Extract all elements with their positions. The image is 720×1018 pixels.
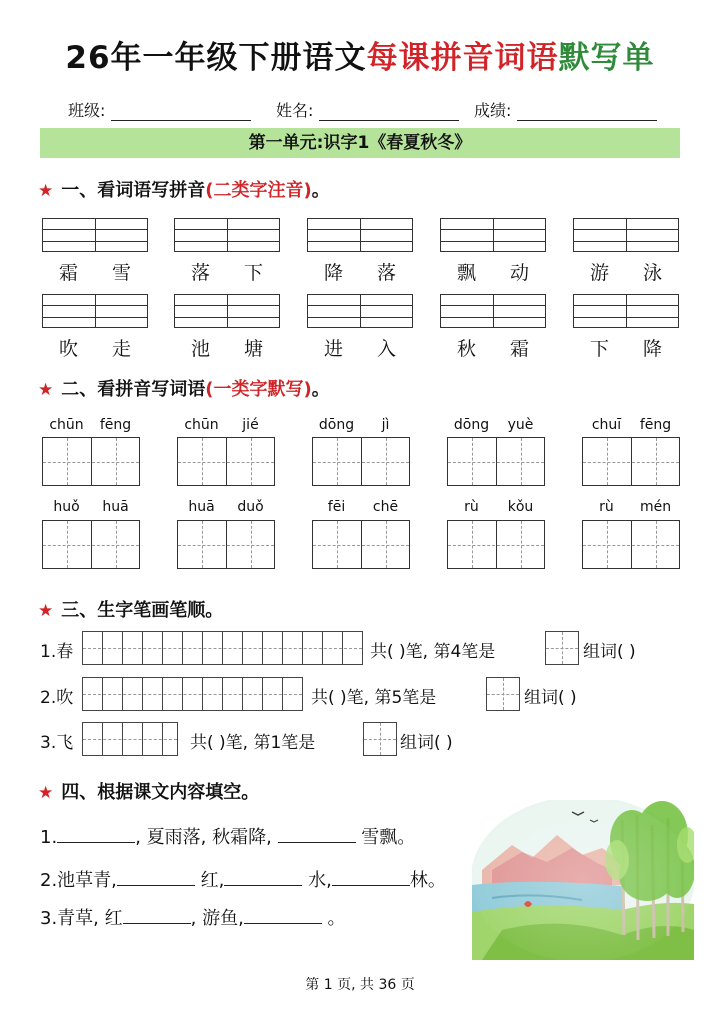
section4-title: 四、根据课文内容填空。 — [61, 782, 260, 803]
word-characters — [440, 334, 546, 360]
pinyin-syllable: mén — [639, 499, 672, 515]
pinyin-syllable: chūn — [184, 417, 219, 433]
pinyin-syllable: fēng — [99, 417, 132, 433]
name-label: 姓名: — [276, 101, 314, 120]
stroke-item-label: 3.飞 — [40, 733, 74, 753]
stroke-answer-box[interactable] — [363, 722, 397, 756]
pinyin-writing-box[interactable] — [573, 218, 679, 252]
word-characters — [42, 258, 148, 284]
word-character: 下 — [243, 262, 263, 284]
spring-scene-illustration — [472, 800, 694, 960]
section2-title: 二、看拼音写词语 — [61, 379, 206, 400]
pinyin-syllable: rù — [599, 499, 614, 515]
stroke-answer-box[interactable] — [545, 631, 579, 665]
fill-text: 水, — [308, 870, 332, 891]
title-red: 每课拼音词语 — [366, 40, 559, 76]
pinyin-label — [42, 499, 140, 519]
section4-heading — [38, 778, 259, 804]
character-writing-grid[interactable] — [582, 520, 680, 569]
pinyin-syllable: duǒ — [237, 499, 264, 515]
word-character: 飘 — [456, 262, 476, 284]
fill-text: 1. — [40, 827, 58, 848]
fill-blank[interactable] — [244, 907, 322, 924]
word-character: 塘 — [243, 338, 263, 360]
stroke-item-label: 1.春 — [40, 642, 74, 662]
word-character: 游 — [589, 262, 609, 284]
character-writing-grid[interactable] — [42, 437, 140, 486]
title-green: 默写单 — [558, 40, 655, 76]
pinyin-label — [177, 499, 275, 519]
page-title — [0, 32, 720, 77]
word-text: 组词( ) — [400, 733, 453, 753]
stroke-order-grid[interactable] — [82, 677, 303, 711]
word-character: 进 — [323, 338, 343, 360]
score-blank[interactable] — [517, 102, 657, 121]
score-field[interactable] — [474, 98, 657, 121]
stroke-count-text: 共( )笔, 第1笔是 — [190, 733, 316, 753]
fill-line-3 — [40, 904, 346, 930]
star-icon: ★ — [38, 783, 54, 803]
fill-line-1 — [40, 823, 415, 849]
word-characters — [573, 334, 679, 360]
fill-blank[interactable] — [278, 826, 356, 843]
pinyin-writing-box[interactable] — [42, 294, 148, 328]
fill-text: 林。 — [409, 870, 446, 891]
section2-heading — [38, 375, 330, 401]
page-footer: 第 1 页, 共 36 页 — [305, 977, 415, 993]
pinyin-label — [582, 417, 680, 437]
word-character: 降 — [323, 262, 343, 284]
pinyin-syllable: huā — [102, 499, 129, 515]
word-characters — [307, 258, 413, 284]
word-character: 动 — [509, 262, 529, 284]
character-writing-grid[interactable] — [42, 520, 140, 569]
fill-line-2 — [40, 866, 446, 892]
score-label: 成绩: — [474, 101, 512, 120]
word-character: 霜 — [58, 262, 78, 284]
section1-note: (二类字注音) — [205, 180, 312, 201]
pinyin-syllable: fēi — [327, 499, 346, 515]
pinyin-writing-box[interactable] — [307, 294, 413, 328]
pinyin-writing-box[interactable] — [42, 218, 148, 252]
pinyin-writing-box[interactable] — [174, 294, 280, 328]
character-writing-grid[interactable] — [312, 437, 410, 486]
character-writing-grid[interactable] — [177, 437, 275, 486]
word-character: 落 — [376, 262, 396, 284]
pinyin-writing-box[interactable] — [440, 218, 546, 252]
character-writing-grid[interactable] — [177, 520, 275, 569]
class-field[interactable] — [68, 98, 251, 121]
pinyin-syllable: huǒ — [53, 499, 80, 515]
unit-title-bar: 第一单元:识字1《春夏秋冬》 — [40, 128, 680, 158]
pinyin-writing-box[interactable] — [573, 294, 679, 328]
stroke-count-text: 共( )笔, 第5笔是 — [311, 688, 437, 708]
word-character: 池 — [190, 338, 210, 360]
pinyin-label — [177, 417, 275, 437]
pinyin-syllable: yuè — [507, 417, 534, 433]
fill-text: 雪飘。 — [361, 827, 416, 848]
character-writing-grid[interactable] — [447, 437, 545, 486]
fill-text: , 夏雨落, 秋霜降, — [135, 827, 272, 848]
pinyin-writing-box[interactable] — [440, 294, 546, 328]
section1-title: 一、看词语写拼音 — [61, 180, 206, 201]
pinyin-syllable: jié — [242, 417, 259, 433]
section2-note: (一类字默写) — [205, 379, 312, 400]
title-main: 26年一年级下册语文 — [65, 40, 367, 76]
star-icon: ★ — [38, 181, 54, 201]
star-icon: ★ — [38, 601, 54, 621]
pinyin-label — [582, 499, 680, 519]
word-character: 泳 — [642, 262, 662, 284]
student-info-row — [60, 98, 680, 124]
word-character: 下 — [589, 338, 609, 360]
section3-title: 三、生字笔画笔顺。 — [61, 600, 224, 621]
word-characters — [42, 334, 148, 360]
word-text: 组词( ) — [524, 688, 577, 708]
word-character: 吹 — [58, 338, 78, 360]
character-writing-grid[interactable] — [312, 520, 410, 569]
word-character: 入 — [376, 338, 396, 360]
pinyin-syllable: chuī — [591, 417, 622, 433]
word-character: 走 — [111, 338, 131, 360]
fill-blank[interactable] — [57, 826, 135, 843]
character-writing-grid[interactable] — [447, 520, 545, 569]
word-text: 组词( ) — [583, 642, 636, 662]
section1-end: 。 — [311, 180, 330, 201]
stroke-answer-box[interactable] — [486, 677, 520, 711]
pinyin-writing-box[interactable] — [174, 218, 280, 252]
word-characters — [440, 258, 546, 284]
word-characters — [573, 258, 679, 284]
pinyin-syllable: dōng — [318, 417, 355, 433]
stroke-count-text: 共( )笔, 第4笔是 — [370, 642, 496, 662]
pinyin-label — [447, 417, 545, 437]
pinyin-label — [312, 417, 410, 437]
pinyin-syllable: dōng — [453, 417, 490, 433]
fill-text: 3.青草, 红 — [40, 908, 123, 929]
stroke-item-label: 2.吹 — [40, 688, 74, 708]
pinyin-writing-box[interactable] — [307, 218, 413, 252]
fill-text: 2.池草青, — [40, 870, 117, 891]
word-character: 秋 — [456, 338, 476, 360]
word-character: 霜 — [509, 338, 529, 360]
class-label: 班级: — [68, 101, 106, 120]
fill-text: 红, — [200, 870, 225, 891]
fill-blank[interactable] — [224, 869, 302, 886]
fill-blank[interactable] — [332, 869, 410, 886]
fill-blank[interactable] — [117, 869, 195, 886]
pinyin-label — [447, 499, 545, 519]
pinyin-syllable: chūn — [49, 417, 84, 433]
word-character: 雪 — [111, 262, 131, 284]
pinyin-syllable: rù — [464, 499, 479, 515]
word-characters — [307, 334, 413, 360]
word-character: 落 — [190, 262, 210, 284]
stroke-order-grid[interactable] — [82, 722, 178, 756]
fill-blank[interactable] — [123, 907, 191, 924]
fill-text: , 游鱼, — [190, 908, 244, 929]
name-field[interactable] — [276, 98, 459, 121]
section3-heading — [38, 596, 223, 622]
pinyin-syllable: fēng — [639, 417, 672, 433]
character-writing-grid[interactable] — [582, 437, 680, 486]
word-character: 降 — [642, 338, 662, 360]
pinyin-label — [42, 417, 140, 437]
class-blank[interactable] — [111, 102, 251, 121]
word-characters — [174, 334, 280, 360]
section1-heading — [38, 176, 330, 202]
pinyin-label — [312, 499, 410, 519]
word-characters — [174, 258, 280, 284]
pinyin-syllable: jì — [381, 417, 390, 433]
section2-end: 。 — [311, 379, 330, 400]
star-icon: ★ — [38, 380, 54, 400]
fill-text: 。 — [327, 908, 346, 929]
pinyin-syllable: kǒu — [507, 499, 534, 515]
pinyin-syllable: huā — [188, 499, 215, 515]
pinyin-syllable: chē — [372, 499, 399, 515]
name-blank[interactable] — [319, 102, 459, 121]
stroke-order-grid[interactable] — [82, 631, 363, 665]
